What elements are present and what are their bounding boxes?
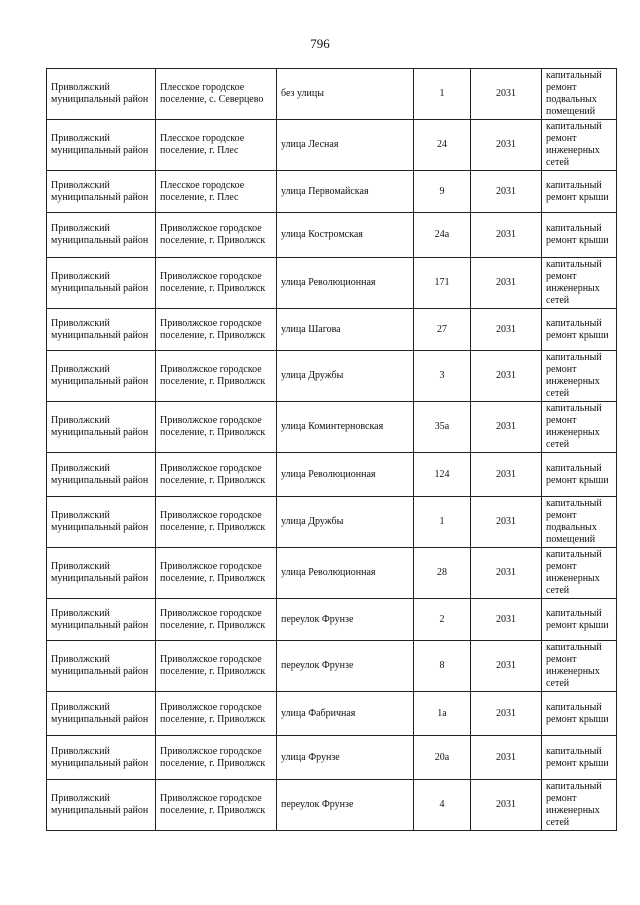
year-cell: 2031: [471, 736, 542, 780]
work-type-cell: капитальный ремонт инженерных сетей: [542, 641, 617, 692]
street-cell: улица Первомайская: [277, 171, 414, 213]
street-cell: улица Революционная: [277, 453, 414, 497]
street-cell: без улицы: [277, 69, 414, 120]
year-cell: 2031: [471, 69, 542, 120]
table-row: [47, 692, 617, 736]
district-cell: Приволжский муниципальный район: [47, 309, 156, 351]
work-type-cell: капитальный ремонт инженерных сетей: [542, 351, 617, 402]
settlement-cell: Приволжское городское поселение, г. Приволжск: [156, 497, 277, 548]
district-cell: Приволжский муниципальный район: [47, 171, 156, 213]
settlement-cell: Приволжское городское поселение, г. Приволжск: [156, 453, 277, 497]
district-cell: Приволжский муниципальный район: [47, 351, 156, 402]
table-row: [47, 120, 617, 171]
settlement-cell: Плесское городское поселение, г. Плес: [156, 120, 277, 171]
house-number-cell: 1а: [414, 692, 471, 736]
year-cell: 2031: [471, 497, 542, 548]
work-type-cell: капитальный ремонт подвальных помещений: [542, 497, 617, 548]
table-row: [47, 453, 617, 497]
district-cell: Приволжский муниципальный район: [47, 641, 156, 692]
table-row: [47, 351, 617, 402]
street-cell: улица Революционная: [277, 548, 414, 599]
work-type-cell: капитальный ремонт крыши: [542, 736, 617, 780]
district-cell: Приволжский муниципальный район: [47, 497, 156, 548]
year-cell: 2031: [471, 780, 542, 831]
settlement-cell: Приволжское городское поселение, г. Приволжск: [156, 309, 277, 351]
settlement-cell: Плесское городское поселение, г. Плес: [156, 171, 277, 213]
year-cell: 2031: [471, 548, 542, 599]
table-row: [47, 497, 617, 548]
district-cell: Приволжский муниципальный район: [47, 548, 156, 599]
settlement-cell: Приволжское городское поселение, г. Приволжск: [156, 736, 277, 780]
district-cell: Приволжский муниципальный район: [47, 599, 156, 641]
table-row: [47, 171, 617, 213]
year-cell: 2031: [471, 453, 542, 497]
house-number-cell: 3: [414, 351, 471, 402]
street-cell: улица Шагова: [277, 309, 414, 351]
year-cell: 2031: [471, 120, 542, 171]
district-cell: Приволжский муниципальный район: [47, 692, 156, 736]
work-type-cell: капитальный ремонт крыши: [542, 213, 617, 258]
table-row: [47, 548, 617, 599]
district-cell: Приволжский муниципальный район: [47, 402, 156, 453]
street-cell: улица Фабричная: [277, 692, 414, 736]
house-number-cell: 9: [414, 171, 471, 213]
settlement-cell: Плесское городское поселение, с. Северцево: [156, 69, 277, 120]
settlement-cell: Приволжское городское поселение, г. Приволжск: [156, 258, 277, 309]
street-cell: улица Фрунзе: [277, 736, 414, 780]
settlement-cell: Приволжское городское поселение, г. Приволжск: [156, 599, 277, 641]
work-type-cell: капитальный ремонт крыши: [542, 453, 617, 497]
settlement-cell: Приволжское городское поселение, г. Приволжск: [156, 402, 277, 453]
work-type-cell: капитальный ремонт крыши: [542, 171, 617, 213]
street-cell: переулок Фрунзе: [277, 599, 414, 641]
work-type-cell: капитальный ремонт подвальных помещений: [542, 69, 617, 120]
house-number-cell: 1: [414, 69, 471, 120]
year-cell: 2031: [471, 599, 542, 641]
year-cell: 2031: [471, 258, 542, 309]
district-cell: Приволжский муниципальный район: [47, 213, 156, 258]
house-number-cell: 2: [414, 599, 471, 641]
table-row: [47, 69, 617, 120]
table-row: [47, 309, 617, 351]
house-number-cell: 27: [414, 309, 471, 351]
settlement-cell: Приволжское городское поселение, г. Приволжск: [156, 641, 277, 692]
work-type-cell: капитальный ремонт крыши: [542, 692, 617, 736]
table-body: [47, 69, 617, 831]
street-cell: улица Дружбы: [277, 351, 414, 402]
house-number-cell: 124: [414, 453, 471, 497]
year-cell: 2031: [471, 213, 542, 258]
work-type-cell: капитальный ремонт инженерных сетей: [542, 780, 617, 831]
district-cell: Приволжский муниципальный район: [47, 120, 156, 171]
settlement-cell: Приволжское городское поселение, г. Приволжск: [156, 548, 277, 599]
street-cell: улица Лесная: [277, 120, 414, 171]
table-row: [47, 258, 617, 309]
house-number-cell: 171: [414, 258, 471, 309]
house-number-cell: 8: [414, 641, 471, 692]
year-cell: 2031: [471, 309, 542, 351]
work-type-cell: капитальный ремонт инженерных сетей: [542, 402, 617, 453]
house-number-cell: 35а: [414, 402, 471, 453]
work-type-cell: капитальный ремонт крыши: [542, 309, 617, 351]
page-number: 796: [310, 36, 330, 51]
house-number-cell: 1: [414, 497, 471, 548]
year-cell: 2031: [471, 692, 542, 736]
table-row: [47, 213, 617, 258]
district-cell: Приволжский муниципальный район: [47, 736, 156, 780]
district-cell: Приволжский муниципальный район: [47, 258, 156, 309]
work-type-cell: капитальный ремонт инженерных сетей: [542, 258, 617, 309]
year-cell: 2031: [471, 402, 542, 453]
street-cell: улица Коминтерновская: [277, 402, 414, 453]
table-row: [47, 780, 617, 831]
work-type-cell: капитальный ремонт крыши: [542, 599, 617, 641]
work-type-cell: капитальный ремонт инженерных сетей: [542, 120, 617, 171]
district-cell: Приволжский муниципальный район: [47, 780, 156, 831]
street-cell: улица Революционная: [277, 258, 414, 309]
table-row: [47, 736, 617, 780]
house-number-cell: 24а: [414, 213, 471, 258]
year-cell: 2031: [471, 351, 542, 402]
street-cell: улица Дружбы: [277, 497, 414, 548]
street-cell: переулок Фрунзе: [277, 641, 414, 692]
table-row: [47, 641, 617, 692]
work-type-cell: капитальный ремонт инженерных сетей: [542, 548, 617, 599]
house-number-cell: 28: [414, 548, 471, 599]
settlement-cell: Приволжское городское поселение, г. Приволжск: [156, 351, 277, 402]
year-cell: 2031: [471, 641, 542, 692]
district-cell: Приволжский муниципальный район: [47, 69, 156, 120]
house-number-cell: 24: [414, 120, 471, 171]
repair-schedule-table: [46, 68, 617, 831]
settlement-cell: Приволжское городское поселение, г. Приволжск: [156, 213, 277, 258]
settlement-cell: Приволжское городское поселение, г. Приволжск: [156, 692, 277, 736]
street-cell: переулок Фрунзе: [277, 780, 414, 831]
district-cell: Приволжский муниципальный район: [47, 453, 156, 497]
house-number-cell: 4: [414, 780, 471, 831]
year-cell: 2031: [471, 171, 542, 213]
table-row: [47, 599, 617, 641]
table-row: [47, 402, 617, 453]
street-cell: улица Костромская: [277, 213, 414, 258]
settlement-cell: Приволжское городское поселение, г. Приволжск: [156, 780, 277, 831]
house-number-cell: 20а: [414, 736, 471, 780]
